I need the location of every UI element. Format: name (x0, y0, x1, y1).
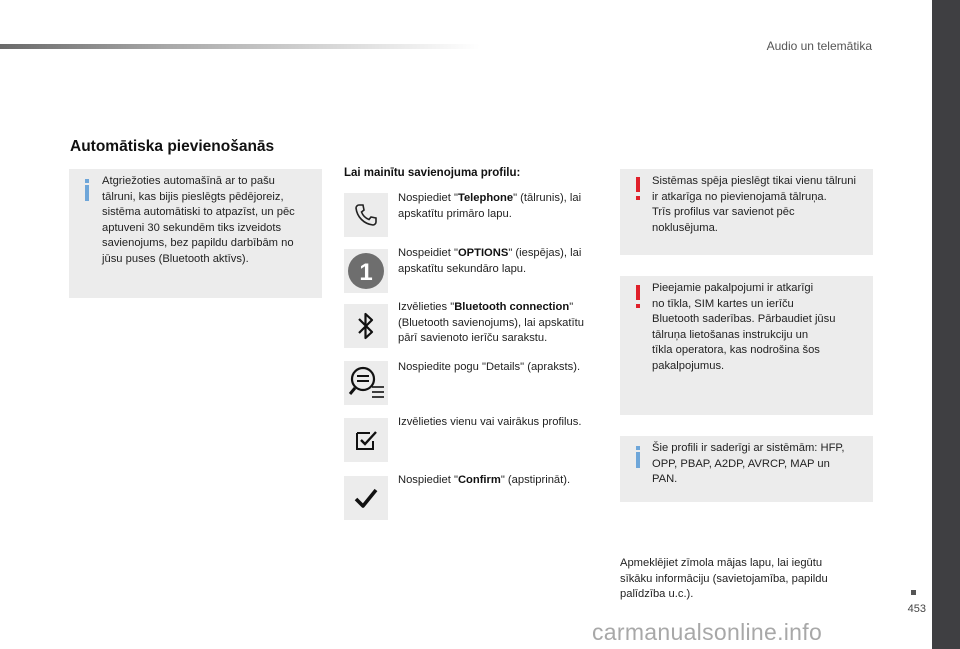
page-side-strip (932, 0, 960, 649)
chapter-title: Audio un telemātika (766, 39, 872, 53)
warning-note-text: Pieejamie pakalpojumi ir atkarīgi no tīkla, SIM kartes un ierīču Bluetooth saderības. Pārbaudiet jūsu tālruņa lietošanas instrukciju un tīkla operatora, kas nodrošina šos pakalpojumus. (652, 282, 836, 372)
phone-icon (352, 201, 380, 229)
step-text-select-profiles: Izvēlieties vienu vai vairākus profilus. (398, 416, 582, 428)
step-text-bluetooth: Izvēlieties "Bluetooth connection" (Bluetooth savienojums), lai apskatītu pārī savienoto ierīču sarakstu. (398, 301, 584, 344)
info-icon (85, 185, 89, 201)
select-checkbox-icon (352, 426, 380, 454)
step-icon-bluetooth (344, 304, 388, 348)
step-icon-details (344, 361, 388, 405)
info-note-profiles (620, 436, 873, 502)
header-gradient-bar (0, 44, 480, 49)
step-icon-phone (344, 193, 388, 237)
step-icon-confirm (344, 476, 388, 520)
section-title: Automātiska pievienošanās (70, 138, 275, 155)
info-icon (636, 452, 640, 468)
warning-note-services (620, 276, 873, 415)
step-text-telephone: Nospiediet "Telephone" (tālrunis), lai apskatītu primāro lapu. (398, 192, 582, 220)
step-icon-options (344, 249, 388, 293)
step-text-details: Nospiedite pogu "Details" (apraksts). (398, 361, 581, 373)
step-text-options: Nospeidiet "OPTIONS" (iespējas), lai apskatītu sekundāro lapu. (398, 247, 582, 275)
warning-icon (636, 177, 640, 192)
info-note-text: Šie profili ir saderīgi ar sistēmām: HFP, OPP, PBAP, A2DP, AVRCP, MAP un PAN. (652, 442, 845, 485)
bluetooth-icon (353, 310, 379, 342)
page-marker (911, 590, 916, 595)
step-text-confirm: Nospiediet "Confirm" (apstiprināt). (398, 474, 571, 486)
watermark-text: carmanualsonline.info (592, 619, 823, 645)
number-one-icon (346, 251, 386, 291)
info-note-text: Atgriežoties automašīnā ar to pašu tālruni, kas bijis pieslēgts pēdējoreiz, sistēma automātiski to atpazīst, un pēc aptuveni 30 sekundēm tiks izveidots savienojums, bez papildu darbībām no jūsu puses (Bluetooth aktīvs). (102, 175, 295, 265)
footer-note: Apmeklējiet zīmola mājas lapu, lai iegūtu sīkāku informāciju (savietojamība, papildu palīdzība u.c.). (620, 557, 828, 600)
steps-heading: Lai mainītu savienojuma profilu: (344, 167, 521, 179)
warning-note-one-phone (620, 169, 873, 255)
details-icon (346, 363, 386, 403)
svg-text:1: 1 (359, 259, 373, 286)
checkmark-icon (353, 485, 379, 511)
step-icon-select (344, 418, 388, 462)
warning-icon (636, 285, 640, 300)
page-number: 453 (907, 603, 926, 615)
warning-note-text: Sistēmas spēja pieslēgt tikai vienu tālruni ir atkarīga no pievienojamā tālruņa. Trīs profilus var savienot pēc noklusējuma. (652, 175, 856, 234)
info-note-auto-connect (69, 169, 322, 298)
